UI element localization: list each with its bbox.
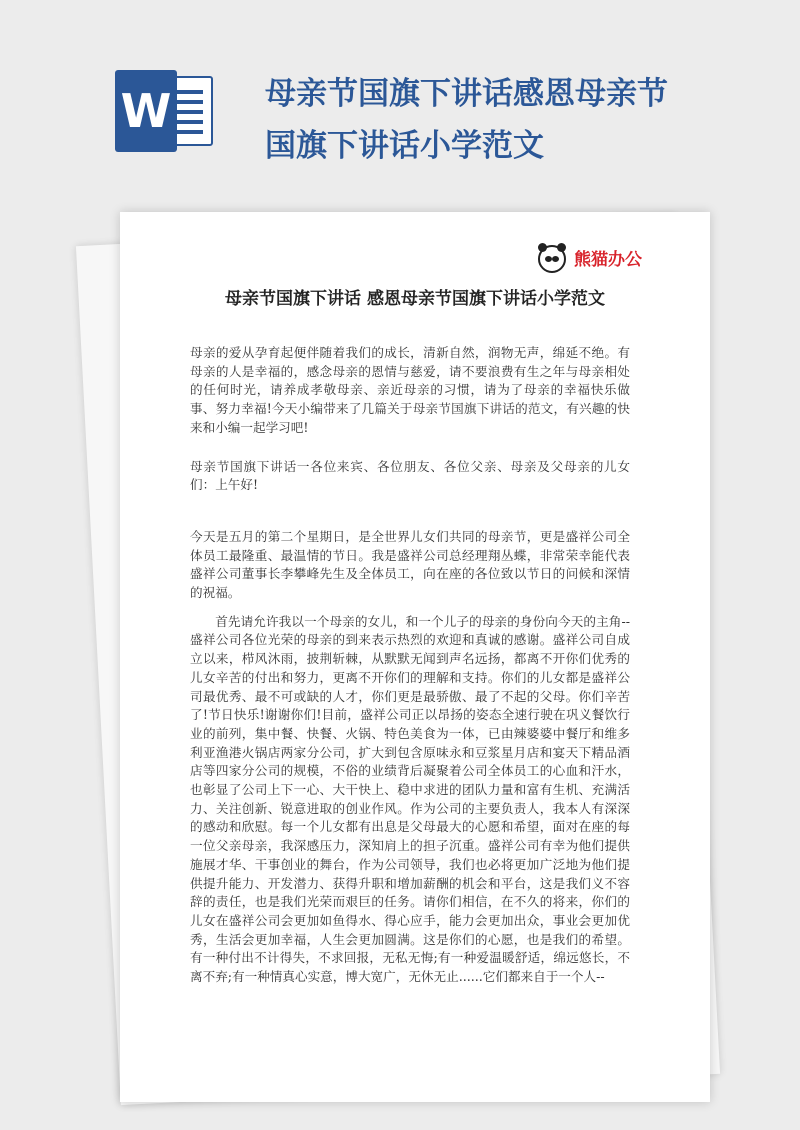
panda-ear [538,243,547,252]
brand-name: 熊猫办公 [574,250,642,270]
word-document-icon [115,70,215,152]
panda-eye [552,256,559,262]
header-banner [0,0,800,200]
document-page [120,212,710,1102]
panda-eye [545,256,552,262]
paragraph: 母亲的爱从孕育起便伴随着我们的成长，清新自然，润物无声，绵延不绝。有母亲的人是幸福的，感念母亲的恩情与慈爱，请不要浪费有生之年与母亲相处的任何时光，请养成孝敬母亲、亲近母亲的习惯，请为了母亲的幸福快乐做事、努力幸福!今天小编带来了几篇关于母亲节国旗下讲话的范文，有兴趣的快来和小编一起学习吧! [190,345,630,435]
document-body [190,344,630,987]
document-title: 母亲节国旗下讲话 感恩母亲节国旗下讲话小学范文 [225,289,605,309]
paragraph: 今天是五月的第二个星期日，是全世界儿女们共同的母亲节，更是盛祥公司全体员工最隆重、最温情的节日。我是盛祥公司总经理翔丛蝶，非常荣幸能代表盛祥公司董事长李攀峰先生及全体员工，向在座的各位致以节日的问候和深情的祝福。 [190,528,630,601]
panda-ear [557,243,566,252]
paragraph: 母亲节国旗下讲话一各位来宾、各位朋友、各位父亲、母亲及父母亲的儿女们：上午好! [190,458,630,493]
panda-logo-icon [538,245,566,273]
banner-title: 母亲节国旗下讲话感恩母亲节国旗下讲话小学范文 [265,76,668,164]
brand-logo [574,245,642,275]
word-letter-badge: W [115,70,177,152]
paragraph: 首先请允许我以一个母亲的女儿，和一个儿子的母亲的身份向今天的主角--盛祥公司各位光荣的母亲的到来表示热烈的欢迎和真诚的感谢。盛祥公司自成立以来，栉风沐雨，披荆斩棘，从默默无闻到声名远扬，都离不开你们优秀的儿女辛苦的付出和努力，更离不开你们的理解和支持。你们的儿女都是盛祥公司最优秀、最不可或缺的人才，你们更是最骄傲、最了不起的父母。你们辛苦了!节日快乐!谢谢你们!目前，盛祥公司正以昂扬的姿态全速行驶在巩义餐饮行业的前列，集中餐、快餐、火锅、特色美食为一体，已由辣婆婆中餐厅和维多利亚渔港火锅店两家分公司，扩大到包含原味永和豆浆星月店和宴天下精品酒店等四家分公司的规模，不俗的业绩背后凝聚着公司全体员工的心血和汗水，也彰显了公司上下一心、大干快上、稳中求进的团队力量和富有生机、充满活力、关注创新、锐意进取的创业作风。作为公司的主要负责人，我本人有深深的感动和欣慰。每一个儿女都有出息是父母最大的心愿和希望，面对在座的每一位父亲母亲，我深感压力，深知肩上的担子沉重。盛祥公司有幸为他们提供施展才华、干事创业的舞台，作为公司领导，我们也必将更加广泛地为他们提供提升能力、开发潜力、获得升职和增加薪酬的机会和平台，这是我们义不容辞的责任，也是我们光荣而艰巨的任务。请你们相信，在不久的将来，你们的儿女在盛祥公司会更加如鱼得水、得心应手，能力会更加出众，事业会更加优秀，生活会更加幸福，人生会更加圆满。这是你们的心愿，也是我们的希望。有一种付出不计得失，不求回报，无私无悔;有一种爱温暖舒适，绵远悠长，不离不弃;有一种情真心实意，博大宽广，无休无止......它们都来自于一个人-- [190,613,630,985]
